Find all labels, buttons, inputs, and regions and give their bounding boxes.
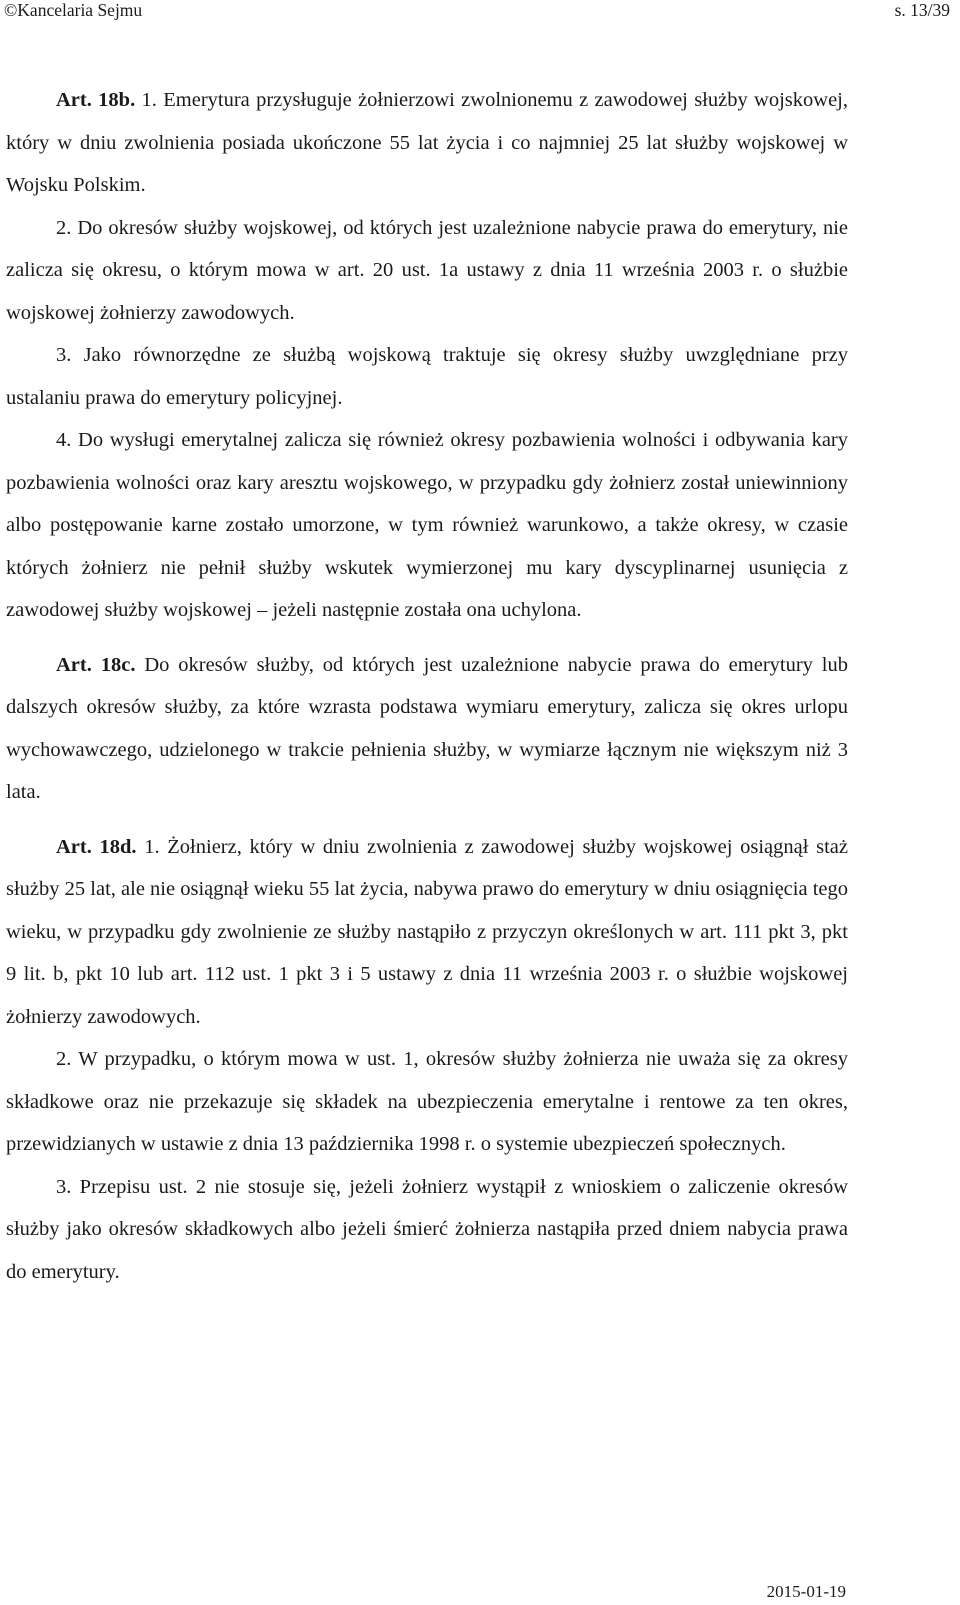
copyright-notice: ©Kancelaria Sejmu: [4, 0, 143, 20]
paragraph-text: 3. Przepisu ust. 2 nie stosuje się, jeżeli żołnierz wystąpił z wnioskiem o zaliczenie okresów służby jako okresów składkowych albo jeżeli śmierć żołnierza nastąpiła przed dniem nabycia prawa do emerytury.: [6, 1175, 848, 1283]
paragraph-text: 4. Do wysługi emerytalnej zalicza się również okresy pozbawienia wolności i odbywania kary pozbawienia wolności oraz kary aresztu wojskowego, w przypadku gdy żołnierz został uniewinniony albo postępowanie karne zostało umorzone, w tym również warunkowo, a także okresy, w czasie których żołnierz nie pełnił służby wskutek wymierzonej mu kary dyscyplinarnej usunięcia z zawodowej służby wojskowej – jeżeli następnie została ona uchylona.: [6, 429, 848, 621]
article-label: Art. 18b.: [56, 89, 136, 111]
paragraph-text: Do okresów służby, od których jest uzależnione nabycie prawa do emerytury lub dalszych okresów służby, za które wzrasta podstawa wymiaru emerytury, zalicza się okres urlopu wychowawczego, udzielonego w trakcie pełnienia służby, w wymiarze łącznym nie większym niż 3 lata.: [6, 653, 848, 803]
page-header: [4, 0, 950, 20]
paragraph-text: 3. Jako równorzędne ze służbą wojskową traktuje się okresy służby uwzględniane przy ustalaniu prawa do emerytury policyjnej.: [6, 344, 848, 409]
article-label: Art. 18d.: [56, 835, 137, 858]
paragraph-art-18b-4: [6, 419, 848, 632]
paragraph-art-18d-3: [6, 1166, 848, 1294]
page-footer-date: 2015-01-19: [766, 1582, 846, 1601]
article-label: Art. 18c.: [56, 653, 136, 676]
paragraph-art-18d-2: [6, 1038, 848, 1166]
page-number: s. 13/39: [894, 0, 950, 20]
paragraph-text: 1. Emerytura przysługuje żołnierzowi zwolnionemu z zawodowej służby wojskowej, który w dniu zwolnienia posiada ukończone 55 lat życia i co najmniej 25 lat służby wojskowej w Wojsku Polskim.: [6, 89, 848, 196]
paragraph-text: 2. Do okresów służby wojskowej, od których jest uzależnione nabycie prawa do emerytury, nie zalicza się okresu, o którym mowa w art. 20 ust. 1a ustawy z dnia 11 września 2003 r. o służbie wojskowej żołnierzy zawodowych.: [6, 216, 848, 324]
paragraph-art-18c: [6, 644, 848, 814]
paragraph-art-18d-1: [6, 826, 848, 1039]
paragraph-art-18b-2: [6, 207, 848, 335]
document-body: [6, 79, 848, 1293]
paragraph-art-18b-1: [6, 79, 848, 207]
paragraph-text: 2. W przypadku, o którym mowa w ust. 1, okresów służby żołnierza nie uważa się za okresy składkowe oraz nie przekazuje się składek na ubezpieczenia emerytalne i rentowe za ten okres, przewidzianych w ustawie z dnia 13 października 1998 r. o systemie ubezpieczeń społecznych.: [6, 1048, 848, 1155]
paragraph-text: 1. Żołnierz, który w dniu zwolnienia z zawodowej służby wojskowej osiągnął staż służby 25 lat, ale nie osiągnął wieku 55 lat życia, nabywa prawo do emerytury w dniu osiągnięcia tego wieku, w przypadku gdy zwolnienie ze służby nastąpiło z przyczyn określonych w art. 111 pkt 3, pkt 9 lit. b, pkt 10 lub art. 112 ust. 1 pkt 3 i 5 ustawy z dnia 11 września 2003 r. o służbie wojskowej żołnierzy zawodowych.: [6, 835, 848, 1028]
paragraph-art-18b-3: [6, 334, 848, 419]
